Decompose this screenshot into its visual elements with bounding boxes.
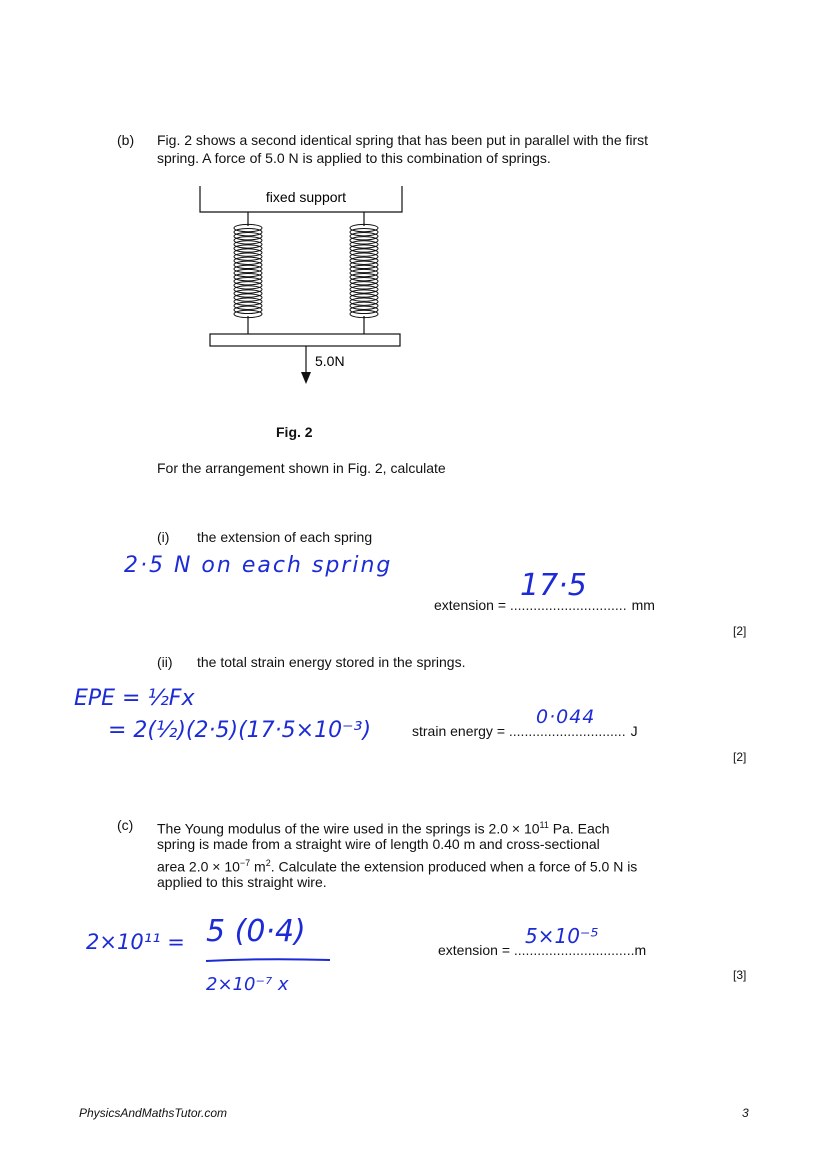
footer-source: PhysicsAndMathsTutor.com xyxy=(79,1106,228,1120)
part-ii-answer-line xyxy=(412,722,638,740)
force-arrow-head xyxy=(301,372,311,384)
part-c-marks: [3] xyxy=(733,968,747,982)
part-i-unit: mm xyxy=(631,597,655,613)
part-b-line-2: spring. A force of 5.0 N is applied to this combination of springs. xyxy=(157,150,551,166)
part-c-fraction-line xyxy=(204,956,334,964)
part-c-line-1-tail: Pa. Each xyxy=(548,820,610,837)
spring-diagram xyxy=(190,180,415,390)
right-spring xyxy=(350,224,378,317)
force-label: 5.0N xyxy=(315,353,345,369)
part-ii-label: (ii) xyxy=(157,654,173,670)
part-i-handwritten-working: 2·5 N on each spring xyxy=(124,553,393,578)
page-number: 3 xyxy=(742,1106,749,1120)
part-c-answer-label: extension = xyxy=(438,942,514,958)
part-ii-working-line-1: EPE = ½Fx xyxy=(74,686,195,711)
part-c-answer-value: 5×10⁻⁵ xyxy=(525,924,599,948)
part-c-exponent-minus-7: −7 xyxy=(239,858,251,868)
part-i-marks: [2] xyxy=(733,624,747,638)
part-b-line-1: Fig. 2 shows a second identical spring that has been put in parallel with the first xyxy=(157,132,649,148)
part-c-line-3-tail: . Calculate the extension produced when a force of 5.0 N is xyxy=(270,858,638,875)
fixed-support-label: fixed support xyxy=(265,189,347,205)
part-ii-unit: J xyxy=(630,723,638,739)
part-i-answer-value: 17·5 xyxy=(520,568,587,603)
part-c-exponent-11: 11 xyxy=(539,820,549,830)
part-c-line-3-unit: m xyxy=(250,858,266,875)
part-ii-answer-label: strain energy = xyxy=(412,723,509,739)
part-c-label: (c) xyxy=(117,817,134,833)
part-c-line-3-text: area 2.0 × 10 xyxy=(157,858,240,875)
part-ii-answer-value: 0·044 xyxy=(536,706,596,728)
part-c-working-left: 2×10¹¹ = xyxy=(86,930,185,954)
part-ii-working-line-2: = 2(½)(2·5)(17·5×10⁻³) xyxy=(108,718,372,743)
figure-caption: Fig. 2 xyxy=(276,424,313,440)
left-spring xyxy=(234,224,262,317)
part-ii-answer-dots: .............................. xyxy=(508,723,626,739)
part-i-question: the extension of each spring xyxy=(197,529,373,545)
part-c-unit: m xyxy=(634,942,647,958)
instruction-text: For the arrangement shown in Fig. 2, calculate xyxy=(157,460,446,476)
part-ii-question: the total strain energy stored in the springs. xyxy=(197,654,466,670)
part-c-line-4: applied to this straight wire. xyxy=(157,874,327,890)
part-c-answer-dots: ............................... xyxy=(513,942,635,958)
part-b-label: (b) xyxy=(117,132,135,148)
part-c-working-numerator: 5 (0·4) xyxy=(206,914,306,949)
part-i-label: (i) xyxy=(157,529,170,545)
part-c-working-denominator: 2×10⁻⁷ x xyxy=(206,974,289,995)
part-i-answer-label: extension = xyxy=(434,597,510,613)
part-ii-marks: [2] xyxy=(733,750,747,764)
bottom-bar xyxy=(210,334,400,346)
part-c-line-1-text: The Young modulus of the wire used in the springs is 2.0 × 10 xyxy=(157,820,540,837)
part-c-exponent-2: 2 xyxy=(265,858,271,868)
part-c-line-2: spring is made from a straight wire of length 0.40 m and cross-sectional xyxy=(157,836,600,852)
part-i-answer-dots: .............................. xyxy=(509,597,627,613)
